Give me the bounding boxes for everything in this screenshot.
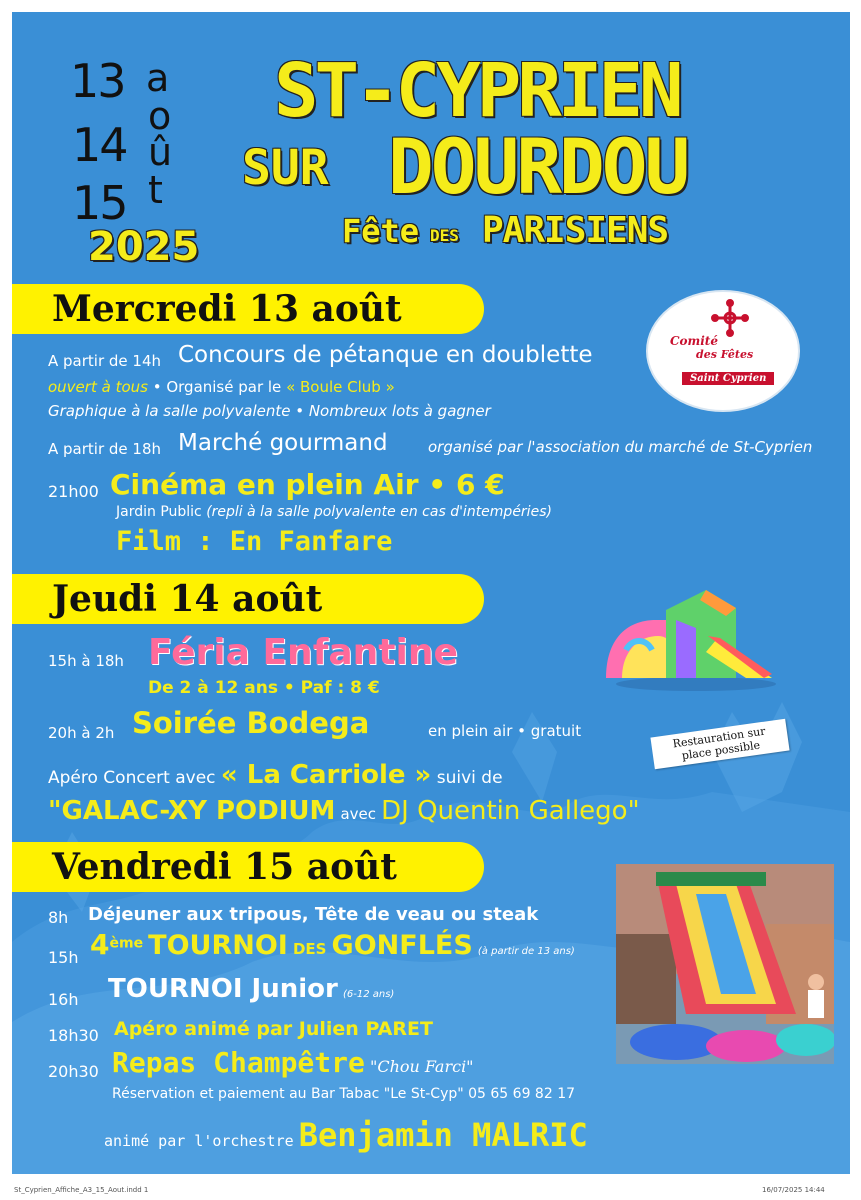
fri-reservation: Réservation et paiement au Bar Tabac "Le St-Cyp" 05 65 69 82 17 <box>112 1086 576 1102</box>
wed-event1-line2 <box>48 378 395 396</box>
month-letter-u: û <box>148 130 173 174</box>
fri-event5-time: 20h30 <box>48 1062 99 1081</box>
title-dourdou: DOURDOU <box>388 122 688 211</box>
jardin-public: Jardin Public <box>116 504 202 520</box>
fri-event2-time: 15h <box>48 948 79 967</box>
month-letter-o: o <box>148 94 172 138</box>
wed-event1-title: Concours de pétanque en doublette <box>178 342 593 368</box>
title-fete: Fête <box>342 212 420 250</box>
galac-xy-podium: "GALAC-XY PODIUM <box>48 796 336 826</box>
thu-event1-time: 15h à 18h <box>48 652 124 670</box>
title-parisiens: PARISIENS <box>482 210 669 251</box>
tournoi-ordinal-suffix: ème <box>109 935 144 952</box>
title-des: DES <box>430 226 459 245</box>
restauration-badge: Restauration sur place possible <box>650 719 789 770</box>
thu-event2-time: 20h à 2h <box>48 724 115 742</box>
logo-comite: Comité <box>670 334 718 348</box>
occitan-cross-icon <box>710 298 750 338</box>
print-footer-left: St_Cyprien_Affiche_A3_15_Aout.indd 1 <box>14 1186 149 1194</box>
wed-event3-time: 21h00 <box>48 482 99 501</box>
organised-by: • Organisé par le <box>147 378 287 396</box>
boule-club: « Boule Club » <box>286 378 395 396</box>
fri-event3-line <box>108 974 394 1004</box>
tournoi-junior: TOURNOI Junior <box>108 974 338 1004</box>
month-letter-t: t <box>148 168 163 212</box>
fri-event1-title: Déjeuner aux tripous, Tête de veau ou steak <box>88 904 539 925</box>
title-sur: SUR <box>242 140 329 196</box>
fri-event2-line <box>90 928 575 961</box>
wed-event3-title: Cinéma en plein Air • 6 € <box>110 468 505 501</box>
print-footer-right: 16/07/2025 14:44 <box>762 1186 825 1194</box>
date-13: 13 <box>70 54 125 108</box>
la-carriole: « La Carriole » <box>220 760 432 790</box>
gonfles-age: (à partir de 13 ans) <box>477 946 575 957</box>
wed-event1-time: A partir de 14h <box>48 352 162 370</box>
wed-event2-title: Marché gourmand <box>178 430 388 456</box>
fri-event4-time: 18h30 <box>48 1026 99 1045</box>
repli-note: (repli à la salle polyvalente en cas d'intempéries) <box>206 504 552 520</box>
suivi-de: suivi de <box>436 768 503 788</box>
date-14: 14 <box>72 118 127 172</box>
junior-age: (6-12 ans) <box>342 989 395 1000</box>
dj-quentin-gallego: DJ Quentin Gallego" <box>381 796 640 826</box>
comite-des-fetes-logo <box>648 292 798 410</box>
wed-event2-time: A partir de 18h <box>48 440 162 458</box>
gonfles-word: GONFLÉS <box>331 930 473 961</box>
friday-heading: Vendredi 15 août <box>52 846 397 888</box>
benjamin-malric: Benjamin MALRIC <box>298 1116 588 1154</box>
thu-event2-title: Soirée Bodega <box>132 706 370 740</box>
chou-farci: "Chou Farci" <box>369 1057 474 1076</box>
thu-event1-sub: De 2 à 12 ans • Paf : 8 € <box>148 678 380 698</box>
thursday-heading: Jeudi 14 août <box>52 578 323 620</box>
bouncy-castle-illustration <box>596 580 776 692</box>
month-letter-a: a <box>146 56 170 100</box>
avec-word: avec <box>340 805 377 823</box>
tournoi-word: TOURNOI <box>148 930 288 961</box>
anime-par-orchestre: animé par l'orchestre <box>104 1132 294 1150</box>
logo-des-fetes: des Fêtes <box>696 348 754 361</box>
wed-event2-sub: organisé par l'association du marché de St-Cyprien <box>428 438 813 456</box>
fri-event4-title: Apéro animé par Julien PARET <box>114 1018 433 1040</box>
thu-event1-title: Féria Enfantine <box>148 632 458 673</box>
repas-champetre: Repas Champêtre <box>112 1046 365 1079</box>
wed-event1-line3: Graphique à la salle polyvalente • Nombreux lots à gagner <box>48 402 491 420</box>
wednesday-heading: Mercredi 13 août <box>52 288 402 330</box>
thu-event3-line <box>48 760 503 790</box>
open-to-all: ouvert à tous <box>48 378 148 396</box>
year: 2025 <box>88 224 200 270</box>
fri-event5-line <box>112 1046 474 1079</box>
apero-concert-avec: Apéro Concert avec <box>48 768 216 788</box>
title-st-cyprien: ST-CYPRIEN <box>274 48 680 134</box>
logo-saint-cyprien: Saint Cyprien <box>682 372 774 385</box>
wed-film: Film : En Fanfare <box>116 526 393 557</box>
fri-event1-time: 8h <box>48 908 69 927</box>
wed-event3-place-line <box>116 504 552 520</box>
poster <box>12 12 850 1174</box>
thu-event2-sub: en plein air • gratuit <box>428 722 582 740</box>
inflatable-slide-photo <box>616 864 834 1064</box>
thu-event4-line <box>48 796 640 826</box>
fri-event6-line <box>104 1116 588 1154</box>
date-15: 15 <box>72 176 127 230</box>
des-word: DES <box>292 940 327 958</box>
tournoi-ordinal: 4 <box>90 928 110 961</box>
fri-event3-time: 16h <box>48 990 79 1009</box>
